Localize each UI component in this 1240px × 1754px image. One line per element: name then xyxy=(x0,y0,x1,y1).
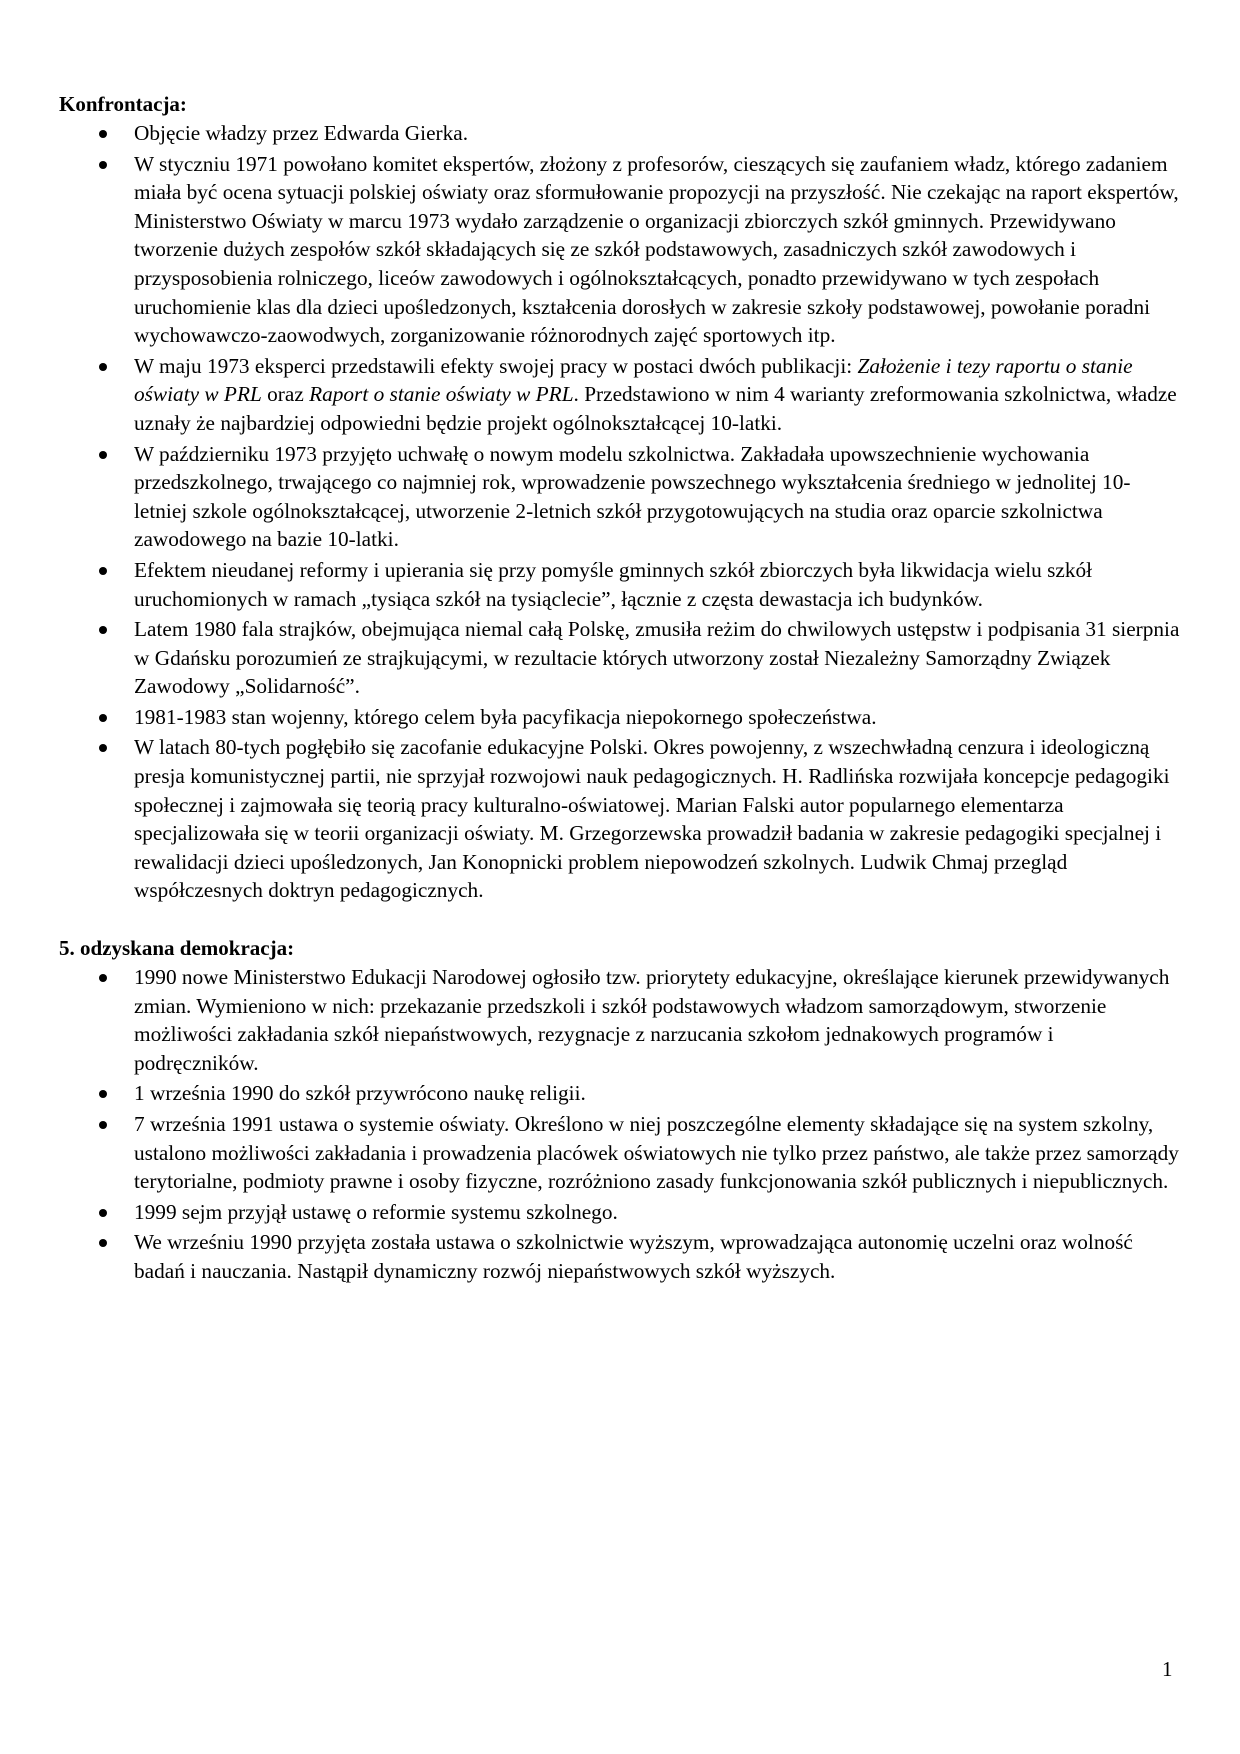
bullet-icon xyxy=(99,1121,107,1129)
bullet-icon xyxy=(99,626,107,634)
text-run: We wrześniu 1990 przyjęta została ustawa o szkolnictwie wyższym, wprowadzająca autonomię uczelni oraz wolność badań i nauczania. Nastąpił dynamiczny rozwój niepaństwowych szkół wyższych. xyxy=(134,1230,1133,1283)
bullet-icon xyxy=(99,1239,107,1247)
bullet-icon xyxy=(99,363,107,371)
text-run: Objęcie władzy przez Edwarda Gierka. xyxy=(134,121,469,145)
bullet-icon xyxy=(99,714,107,722)
bullet-icon xyxy=(99,1209,107,1217)
text-run: 1981-1983 stan wojenny, którego celem była pacyfikacja niepokornego społeczeństwa. xyxy=(134,704,877,729)
text-run: 7 września 1991 ustawa o systemie oświaty. Określono w niej poszczególne elementy składające się na system szkolny, ustalono możliwości zakładania i prowadzenia placówek oświatowych nie tylko przez państwo, ale także przez samorządy terytorialne, podmioty prawne i osoby fizyczne, rozróżniono zasady funkcjonowania szkół publicznych i niepublicznych. xyxy=(134,1112,1179,1194)
text-run: oraz xyxy=(261,382,310,407)
text-run: W maju 1973 eksperci przedstawili efekty swojej pracy w postaci dwóch publikacji: xyxy=(134,353,858,378)
list-item xyxy=(59,1198,1181,1227)
text-run: Latem 1980 fala strajków, obejmująca niemal całą Polskę, zmusiła reżim do chwilowych ustępstw i podpisania 31 sierpnia w Gdańsku porozumień ze strajkującymi, w rezultacie których utworzony został Niezależny Samorządny Związek Zawodowy „Solidarność”. xyxy=(134,617,1180,699)
text-run: 1 września 1990 do szkół przywrócono naukę religii. xyxy=(134,1081,586,1106)
bullet-list-konfrontacja xyxy=(59,119,1181,905)
list-item xyxy=(59,1228,1181,1285)
list-item xyxy=(59,733,1181,905)
list-item xyxy=(59,556,1181,613)
list-item xyxy=(59,963,1181,1077)
bullet-icon xyxy=(99,567,107,575)
list-item xyxy=(59,703,1181,732)
text-run: W latach 80-tych pogłębiło się zacofanie edukacyjne Polski. Okres powojenny, z wszechwładną cenzura i ideologiczną presja komunistycznej partii, nie sprzyjał rozwojowi nauk pedagogicznych. H. Radlińska rozwijała koncepcje pedagogiki społecznej i zajmowała się teorią pracy kulturalno-oświatowej. Marian Falski autor popularnego elementarza specjalizowała się w teorii organizacji oświaty. M. Grzegorzewska prowadził badania w zakresie pedagogiki specjalnej i rewalidacji dzieci upośledzonych, Jan Konopnicki problem niepowodzeń szkolnych. Ludwik Chmaj przegląd współczesnych doktryn pedagogicznych. xyxy=(134,735,1170,903)
bullet-icon xyxy=(99,130,107,138)
list-item xyxy=(59,150,1181,350)
bullet-icon xyxy=(99,451,107,459)
text-run: . Przedstawiono w nim 4 warianty zreformowania szkolnictwa, władze uznały że najbardziej odpowiedni będzie projekt ogólnokształcącej 10-latki. xyxy=(134,382,1177,435)
text-run: Efektem nieudanej reformy i upierania się przy pomyśle gminnych szkół zbiorczych była likwidacja wielu szkół uruchomionych w ramach „tysiąca szkół na tysiąclecie”, łącznie z częsta dewastacja ich budynków. xyxy=(134,557,1093,611)
bullet-icon xyxy=(99,1090,107,1098)
text-run: W październiku 1973 przyjęto uchwałę o nowym modelu szkolnictwa. Zakładała upowszechnienie wychowania przedszkolnego, trwającego co najmniej rok, wprowadzenie powszechnego wykształcenia średniego w jednolitej 10-letniej szkole ogólnokształcącej, utworzenie 2-letnich szkół przygotowujących na studia oraz oparcie szkolnictwa zawodowego na bazie 10-latki. xyxy=(134,441,1131,552)
document-page xyxy=(59,90,1181,1288)
list-item xyxy=(59,352,1181,438)
text-run: 1990 nowe Ministerstwo Edukacji Narodowej ogłosiło tzw. priorytety edukacyjne, określające kierunek przewidywanych zmian. Wymieniono w nich: przekazanie przedszkoli i szkół podstawowych władzom samorządowym, stworzenie możliwości zakładania szkół niepaństwowych, rezygnacje z narzucania szkołom jednakowych programów i podręczników. xyxy=(134,965,1170,1075)
list-item xyxy=(59,440,1181,554)
bullet-list-demokracja xyxy=(59,963,1181,1286)
list-item xyxy=(59,1110,1181,1196)
bullet-icon xyxy=(99,161,107,169)
section-heading-konfrontacja: Konfrontacja: xyxy=(59,92,187,116)
list-item xyxy=(59,119,1181,148)
page-number: 1 xyxy=(1162,1657,1173,1681)
list-item xyxy=(59,615,1181,701)
section-heading-demokracja: 5. odzyskana demokracja: xyxy=(59,936,295,961)
bullet-icon xyxy=(99,974,107,982)
text-run: W styczniu 1971 powołano komitet ekspertów, złożony z profesorów, cieszących się zaufaniem władz, którego zadaniem miała być ocena sytuacji polskiej oświaty oraz sformułowanie propozycji na przyszłość. Nie czekając na raport ekspertów, Ministerstwo Oświaty w marcu 1973 wydało zarządzenie o organizacji zbiorczych szkół gminnych. Przewidywano tworzenie dużych zespołów szkół składających się ze szkół podstawowych, zasadniczych szkół zawodowych i przysposobienia rolniczego, liceów zawodowych i ogólnokształcących, ponadto przewidywano w tych zespołach uruchomienie klas dla dzieci upośledzonych, kształcenia dorosłych w zakresie szkoły podstawowej, powołanie poradni wychowawczo-zaowodwych, zorganizowanie różnorodnych zajęć sportowych itp. xyxy=(134,151,1179,348)
text-run: 1999 sejm przyjął ustawę o reformie systemu szkolnego. xyxy=(134,1199,618,1224)
list-item xyxy=(59,1079,1181,1108)
bullet-icon xyxy=(99,744,107,752)
italic-text: Raport o stanie oświaty w PRL xyxy=(309,382,574,407)
italic-text: Założenie i tezy raportu o stanie oświaty w PRL xyxy=(134,353,1133,407)
